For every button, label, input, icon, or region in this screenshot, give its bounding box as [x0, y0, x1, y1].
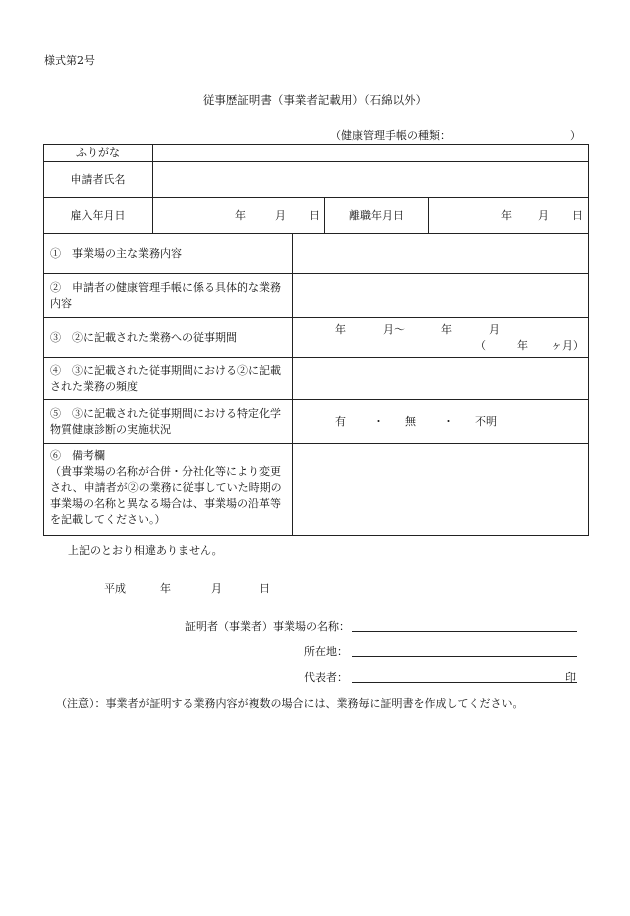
leave-date-label: 離職年月日	[325, 198, 429, 234]
applicant-name-field[interactable]	[153, 162, 589, 198]
period-month2: 月	[489, 323, 500, 336]
confirmation-text: 上記のとおり相違ありません。	[68, 544, 223, 557]
remarks-label	[44, 444, 293, 536]
health-book-type-label: （健康管理手帳の種類：	[330, 129, 451, 142]
exam-option-no[interactable]: 無	[405, 414, 416, 428]
address-line[interactable]	[352, 656, 577, 657]
exam-option-yes[interactable]: 有	[335, 414, 346, 428]
business-content-label: ① 事業場の主な業務内容	[44, 234, 293, 274]
specific-work-label: ② 申請者の健康管理手帳に係る具体的な業務内容	[44, 274, 293, 318]
frequency-label: ④ ③に記載された従事期間における②に記載された業務の頻度	[44, 358, 293, 400]
exam-option-unknown[interactable]: 不明	[475, 414, 497, 428]
hire-year: 年	[235, 208, 246, 222]
row-6	[44, 444, 589, 536]
sign-month: 月	[211, 582, 222, 595]
period-years: 年	[517, 339, 528, 352]
remarks-field[interactable]	[293, 444, 589, 536]
sign-day: 日	[259, 582, 270, 595]
leave-month: 月	[538, 208, 549, 222]
specific-work-field[interactable]	[293, 274, 589, 318]
period-month1: 月～	[383, 323, 405, 336]
seal-mark: 印	[565, 671, 576, 684]
row-2	[44, 274, 589, 318]
applicant-name-label: 申請者氏名	[44, 162, 153, 198]
certifier-line[interactable]	[352, 631, 577, 632]
leave-date-field[interactable]	[429, 198, 589, 234]
sign-year: 年	[160, 582, 171, 595]
health-exam-field	[293, 400, 589, 444]
row-1	[44, 234, 589, 274]
health-book-type	[330, 127, 581, 143]
period-year1: 年	[335, 323, 346, 336]
work-period-label: ③ ②に記載された業務への従事期間	[44, 318, 293, 358]
period-year2: 年	[441, 323, 452, 336]
period-open: （	[475, 339, 486, 352]
form-number: 様式第2号	[44, 54, 95, 67]
hire-day: 日	[309, 208, 320, 222]
certifier-label: 証明者（事業者）事業場の名称：	[185, 620, 350, 633]
representative-line[interactable]	[352, 682, 577, 683]
notice-text: （注意）：事業者が証明する業務内容が複数の場合には、業務毎に証明書を作成してください。	[56, 697, 524, 710]
health-book-type-close: ）	[570, 129, 581, 142]
sign-era: 平成	[104, 582, 126, 595]
leave-year: 年	[501, 208, 512, 222]
hire-date-label: 雇入年月日	[44, 198, 153, 234]
hire-date-field[interactable]	[153, 198, 325, 234]
address-label: 所在地：	[304, 645, 348, 658]
exam-option-sep2: ・	[443, 414, 454, 428]
applicant-row	[44, 162, 589, 198]
document-title: 従事歴証明書（事業者記載用）（石綿以外）	[202, 93, 428, 107]
work-period-field[interactable]	[293, 318, 589, 358]
leave-day: 日	[572, 208, 583, 222]
representative-label: 代表者：	[304, 671, 348, 684]
furigana-field[interactable]	[153, 145, 589, 162]
furigana-label: ふりがな	[44, 145, 153, 162]
period-months: ヶ月）	[551, 339, 584, 352]
dates-row	[44, 198, 589, 234]
row-3	[44, 318, 589, 358]
remarks-note: （貴事業場の名称が合併・分社化等により変更され、申請者が②の業務に従事していた時期の事業場の名称と異なる場合は、事業場の沿革等を記載してください。）	[50, 465, 282, 526]
exam-option-sep1: ・	[373, 414, 384, 428]
remarks-title: ⑥ 備考欄	[50, 449, 105, 462]
hire-month: 月	[275, 208, 286, 222]
business-content-field[interactable]	[293, 234, 589, 274]
furigana-row	[44, 145, 589, 162]
health-exam-label: ⑤ ③に記載された従事期間における特定化学物質健康診断の実施状況	[44, 400, 293, 444]
frequency-field[interactable]	[293, 358, 589, 400]
certificate-table	[43, 144, 589, 536]
row-4	[44, 358, 589, 400]
row-5	[44, 400, 589, 444]
